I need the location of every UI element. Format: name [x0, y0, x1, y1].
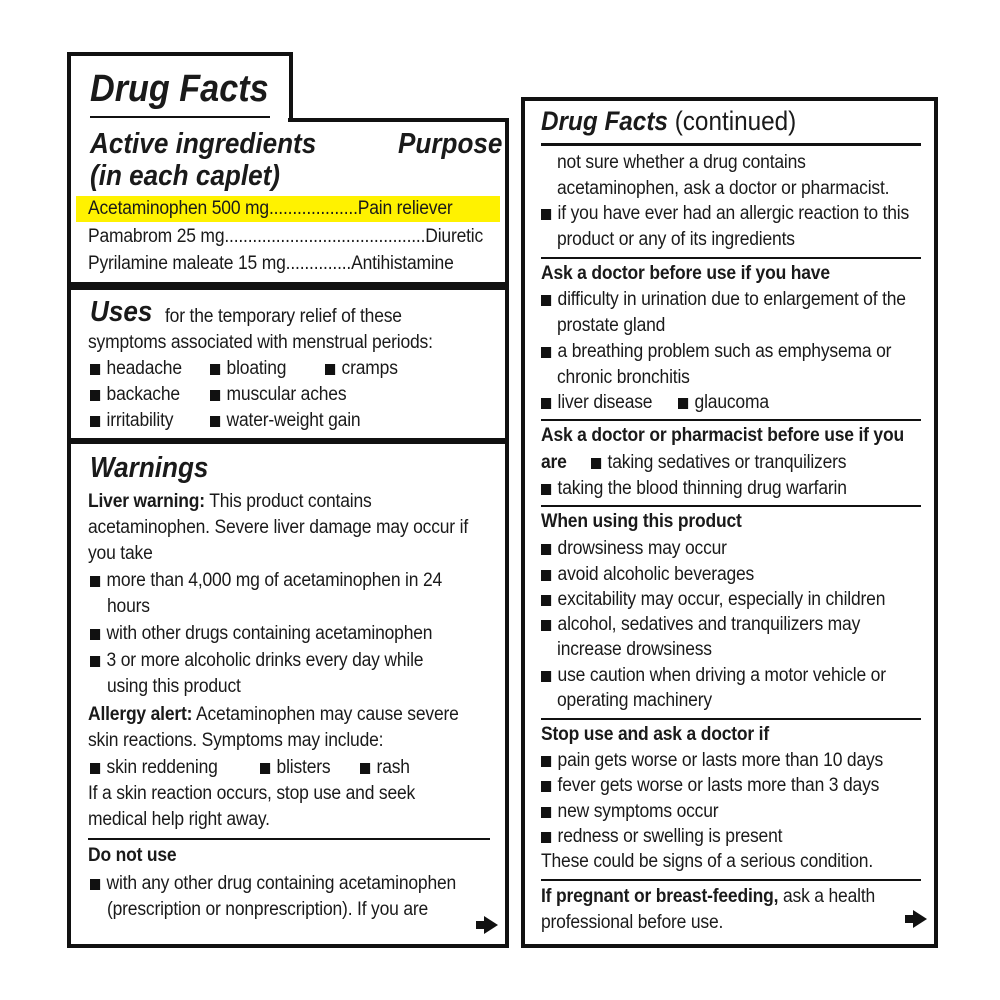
- list-item: rash: [360, 755, 410, 781]
- list-item: skin reddening: [90, 755, 218, 781]
- bullet-square-icon: [90, 879, 100, 890]
- list-item: with any other drug containing acetaminophen: [90, 871, 456, 897]
- do-not-use-heading: Do not use: [88, 845, 177, 866]
- bullet-square-icon: [90, 763, 100, 774]
- list-item: avoid alcoholic beverages: [541, 562, 754, 588]
- divider: [541, 419, 921, 421]
- stop-use-heading: Stop use and ask a doctor if: [541, 724, 769, 745]
- bullet-square-icon: [90, 416, 100, 427]
- active-ingredients-heading: Active ingredients: [90, 128, 317, 160]
- active-ingredients-sub: (in each caplet): [90, 160, 281, 192]
- divider: [541, 879, 921, 881]
- list-item: excitability may occur, especially in children: [541, 587, 885, 613]
- bullet-square-icon: [541, 484, 551, 495]
- bullet-square-icon: [541, 671, 551, 682]
- page-title-continued: Drug Facts (continued): [541, 106, 797, 136]
- list-item: fever gets worse or lasts more than 3 days: [541, 773, 879, 799]
- bullet-square-icon: [541, 570, 551, 581]
- bullet-square-icon: [541, 756, 551, 767]
- list-item: cramps: [325, 356, 398, 382]
- bullet-square-icon: [210, 416, 220, 427]
- list-item: taking the blood thinning drug warfarin: [541, 476, 847, 502]
- list-item: liver disease: [541, 390, 652, 416]
- ingredient-row: Pamabrom 25 mg...........................................Diuretic: [88, 226, 484, 247]
- purpose-heading: Purpose: [398, 128, 503, 160]
- list-item: difficulty in urination due to enlargement of the: [541, 287, 906, 313]
- list-item: headache: [90, 356, 182, 382]
- bullet-square-icon: [591, 458, 601, 469]
- list-item: redness or swelling is present: [541, 824, 782, 850]
- bullet-square-icon: [678, 398, 688, 409]
- ingredient-row: Acetaminophen 500 mg...................Pain reliever: [88, 198, 453, 219]
- list-item: pain gets worse or lasts more than 10 days: [541, 748, 883, 774]
- bullet-square-icon: [541, 595, 551, 606]
- liver-warning: Liver warning: This product contains: [88, 491, 372, 512]
- pregnancy-warning: If pregnant or breast-feeding, ask a health: [541, 886, 876, 907]
- page-title: Drug Facts: [90, 68, 269, 110]
- bullet-square-icon: [541, 781, 551, 792]
- list-item: irritability: [90, 408, 173, 434]
- bullet-square-icon: [90, 656, 100, 667]
- bullet-square-icon: [260, 763, 270, 774]
- divider: [88, 838, 490, 840]
- bullet-square-icon: [210, 390, 220, 401]
- list-item: alcohol, sedatives and tranquilizers may: [541, 612, 860, 638]
- bullet-square-icon: [541, 398, 551, 409]
- list-item: backache: [90, 382, 180, 408]
- list-item: bloating: [210, 356, 286, 382]
- bullet-square-icon: [90, 390, 100, 401]
- uses-heading: Uses: [90, 296, 153, 328]
- when-using-heading: When using this product: [541, 511, 742, 532]
- bullet-square-icon: [541, 544, 551, 555]
- list-item: new symptoms occur: [541, 799, 718, 825]
- list-item: water-weight gain: [210, 408, 360, 434]
- list-item: glaucoma: [678, 390, 769, 416]
- list-item: drowsiness may occur: [541, 536, 727, 562]
- list-item: a breathing problem such as emphysema or: [541, 339, 891, 365]
- bullet-square-icon: [541, 807, 551, 818]
- bullet-square-icon: [325, 364, 335, 375]
- list-item: muscular aches: [210, 382, 346, 408]
- bullet-square-icon: [90, 629, 100, 640]
- bullet-square-icon: [210, 364, 220, 375]
- bullet-square-icon: [541, 620, 551, 631]
- divider: [541, 718, 921, 720]
- uses-intro: for the temporary relief of these: [165, 306, 402, 327]
- bullet-square-icon: [360, 763, 370, 774]
- bullet-square-icon: [541, 295, 551, 306]
- divider: [541, 143, 921, 146]
- bullet-square-icon: [541, 832, 551, 843]
- list-item: with other drugs containing acetaminophen: [90, 621, 432, 647]
- list-item: more than 4,000 mg of acetaminophen in 24: [90, 568, 442, 594]
- ask-doctor-heading: Ask a doctor before use if you have: [541, 263, 830, 284]
- uses-intro: symptoms associated with menstrual periods:: [88, 332, 433, 353]
- list-item: use caution when driving a motor vehicle or: [541, 663, 886, 689]
- ingredient-row: Pyrilamine maleate 15 mg..............Antihistamine: [88, 253, 454, 274]
- bullet-square-icon: [90, 364, 100, 375]
- warnings-heading: Warnings: [90, 452, 209, 484]
- ask-pharmacist-heading: Ask a doctor or pharmacist before use if you: [541, 425, 904, 446]
- list-item: blisters: [260, 755, 330, 781]
- divider: [541, 257, 921, 259]
- continue-arrow-icon: [913, 910, 927, 928]
- allergy-alert: Allergy alert: Acetaminophen may cause severe: [88, 704, 459, 725]
- list-item: if you have ever had an allergic reaction to this: [541, 201, 909, 227]
- bullet-square-icon: [541, 347, 551, 358]
- bullet-square-icon: [541, 209, 551, 220]
- bullet-square-icon: [90, 576, 100, 587]
- continue-arrow-icon: [484, 916, 498, 934]
- list-item: taking sedatives or tranquilizers: [591, 450, 846, 476]
- divider: [541, 505, 921, 507]
- list-item: 3 or more alcoholic drinks every day while: [90, 648, 423, 674]
